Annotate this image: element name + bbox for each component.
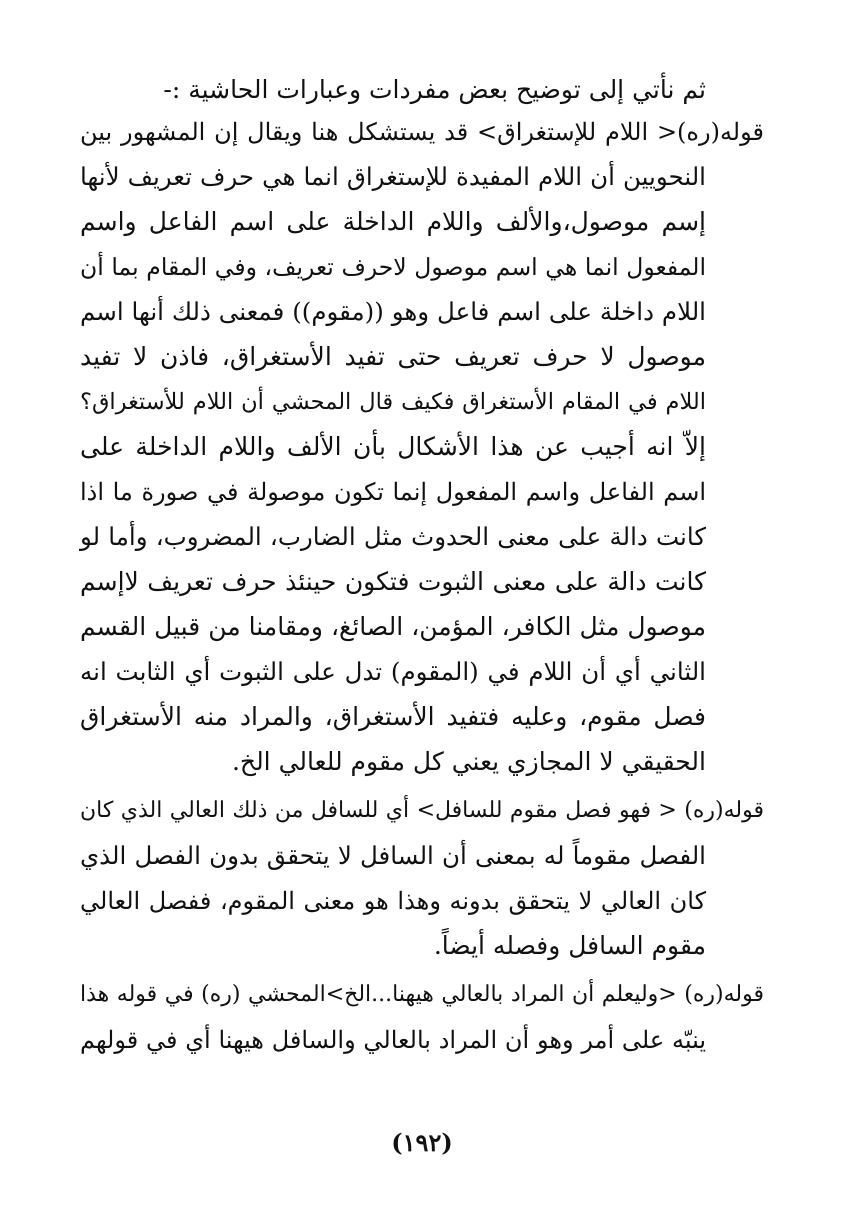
paragraph-2-line-1: إلاّ انه أجيب عن هذا الأشكال بأن الألف واللام الداخلة على bbox=[80, 432, 706, 461]
intro-line: ثم نأتي إلى توضيح بعض مفردات وعبارات الحاشية :- bbox=[163, 75, 706, 104]
paragraph-2-line-7: فصل مقوم، وعليه فتفيد الأستغراق، والمراد منه الأستغراق bbox=[80, 702, 706, 731]
paragraph-1-line-1: قوله(ره)< اللام للإستغراق> قد يستشكل هنا ويقال إن المشهور بين bbox=[80, 118, 764, 146]
paragraph-3-line-4: مقوم السافل وفصله أيضاً. bbox=[433, 931, 706, 960]
paragraph-1-line-7: اللام في المقام الأستغراق فكيف قال المحشي أن اللام للأستغراق؟ bbox=[80, 389, 706, 415]
paragraph-2-line-3: كانت دالة على معنى الحدوث مثل الضارب، المضروب، وأما لو bbox=[80, 522, 706, 551]
paragraph-1-line-3: إسم موصول،والألف واللام الداخلة على اسم الفاعل واسم bbox=[80, 207, 706, 236]
paragraph-2-line-6: الثاني أي أن اللام في (المقوم) تدل على الثبوت أي الثابت انه bbox=[80, 657, 706, 686]
paragraph-3-line-2: الفصل مقوماً له بمعنى أن السافل لا يتحقق بدون الفصل الذي bbox=[80, 841, 706, 870]
paragraph-1-line-2: النحويين أن اللام المفيدة للإستغراق انما هي حرف تعريف لأنها bbox=[80, 162, 706, 191]
paragraph-3-line-1: قوله(ره) < فهو فصل مقوم للسافل> أي للسافل من ذلك العالي الذي كان bbox=[80, 798, 764, 823]
paragraph-1-line-5: اللام داخلة على اسم فاعل وهو ((مقوم)) فمعنى ذلك أنها اسم bbox=[80, 297, 706, 326]
paragraph-2-line-8: الحقيقي لا المجازي يعني كل مقوم للعالي الخ. bbox=[231, 747, 706, 776]
paragraph-1-line-4: المفعول انما هي اسم موصول لاحرف تعريف، وفي المقام بما أن bbox=[80, 253, 706, 281]
paragraph-1-line-6: موصول لا حرف تعريف حتى تفيد الأستغراق، فاذن لا تفيد bbox=[80, 342, 706, 371]
paragraph-3-line-3: كان العالي لا يتحقق بدونه وهذا هو معنى المقوم، ففصل العالي bbox=[80, 887, 706, 915]
paragraph-2-line-4: كانت دالة على معنى الثبوت فتكون حينئذ حرف تعريف لاإسم bbox=[80, 567, 706, 596]
paragraph-2-line-2: اسم الفاعل واسم المفعول إنما تكون موصولة في صورة ما اذا bbox=[80, 478, 707, 506]
paragraph-2-line-5: موصول مثل الكافر، المؤمن، الصائغ، ومقامنا من قبيل القسم bbox=[80, 612, 706, 641]
page-number: (١٩٢) bbox=[391, 1128, 453, 1157]
paragraph-4-line-2: ينبّه على أمر وهو أن المراد بالعالي والسافل هيهنا أي في قولهم bbox=[80, 1026, 706, 1054]
paragraph-4-line-1: قوله(ره) <وليعلم أن المراد بالعالي هيهنا...الخ>المحشي (ره) في قوله هذا bbox=[80, 982, 764, 1007]
